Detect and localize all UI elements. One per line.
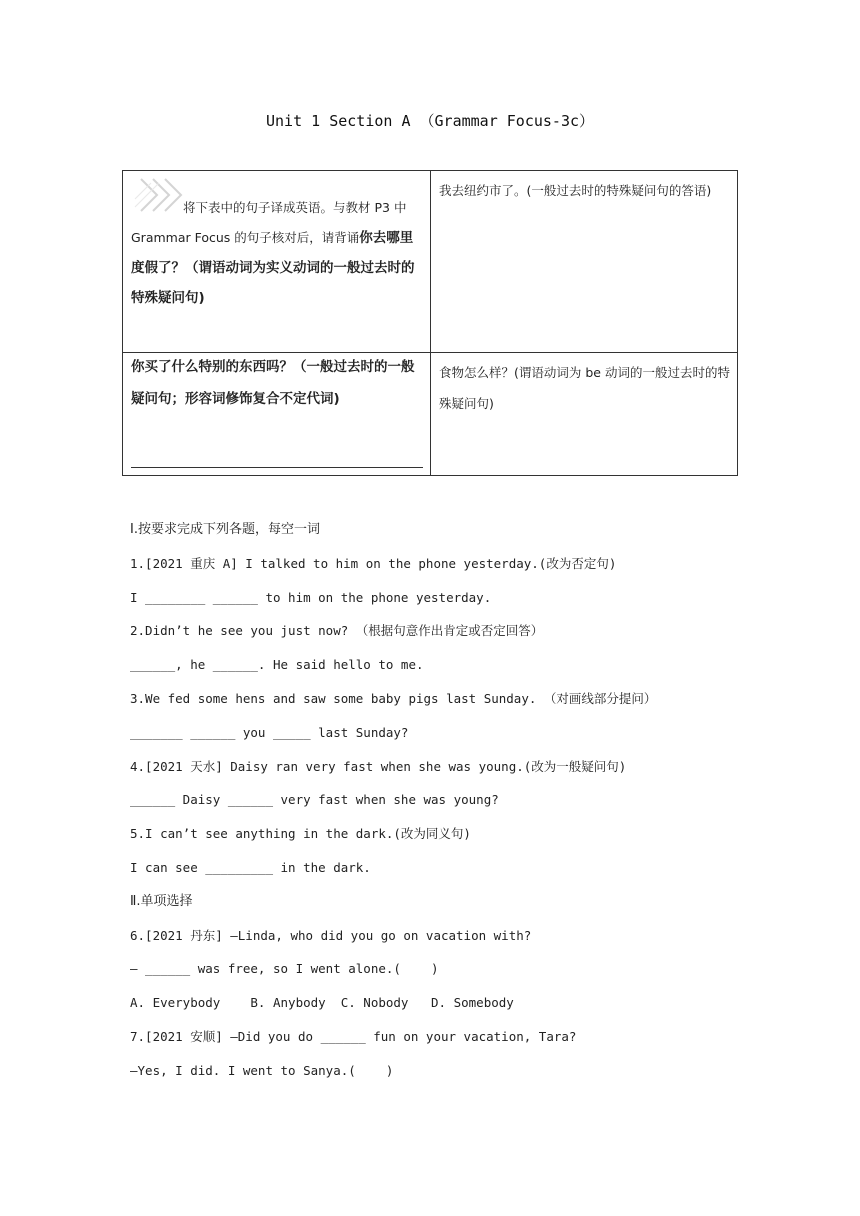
table-cell-q1 bbox=[131, 175, 424, 351]
exercise-line: 2.Didn’t he see you just now? （根据句意作出肯定或否定回答） bbox=[130, 623, 544, 639]
exercise-line: — ______ was free, so I went alone.( ) bbox=[130, 961, 439, 977]
exercise-line: _______ ______ you _____ last Sunday? bbox=[130, 724, 409, 740]
table-cell-q3 bbox=[131, 357, 424, 473]
table-divider-vertical bbox=[430, 171, 431, 475]
exercise-line: ______ Daisy ______ very fast when she was young? bbox=[130, 792, 499, 808]
question-2: 我去纽约市了。(一般过去时的特殊疑问句的答语) bbox=[439, 183, 712, 198]
translation-table bbox=[122, 170, 738, 476]
question-1: 你去哪里度假了？（谓语动词为实义动词的一般过去时的特殊疑问句) bbox=[131, 230, 415, 306]
table-cell-q4 bbox=[439, 357, 733, 473]
answer-line bbox=[131, 467, 423, 468]
exercise-line: 5.I can’t see anything in the dark.(改为同义句) bbox=[130, 826, 471, 842]
section-heading-2: Ⅱ.单项选择 bbox=[130, 893, 193, 909]
exercise-line: I can see _________ in the dark. bbox=[130, 859, 371, 875]
page-title: Unit 1 Section A （Grammar Focus-3c） bbox=[265, 112, 594, 130]
exercise-line: 6.[2021 丹东] —Linda, who did you go on vacation with? bbox=[130, 927, 532, 943]
question-3: 你买了什么特别的东西吗？（一般过去时的一般疑问句；形容词修饰复合不定代词) bbox=[131, 359, 415, 407]
exercise-line: —Yes, I did. I went to Sanya.( ) bbox=[130, 1062, 394, 1078]
table-cell-q2 bbox=[439, 175, 733, 351]
exercise-line: ______, he ______. He said hello to me. bbox=[130, 657, 424, 673]
instruction-text: 将下表中的句子译成英语。与教材 P3 中 Grammar Focus 的句子核对后，请背诵 bbox=[131, 200, 407, 245]
exercise-options: A. Everybody B. Anybody C. Nobody D. Somebody bbox=[130, 995, 514, 1011]
exercise-line: 1.[2021 重庆 A] I talked to him on the phone yesterday.(改为否定句) bbox=[130, 555, 617, 571]
section-heading-1: Ⅰ.按要求完成下列各题，每空一词 bbox=[130, 522, 320, 537]
exercise-line: 3.We fed some hens and saw some baby pigs last Sunday. （对画线部分提问） bbox=[130, 690, 657, 706]
exercise-line: I ________ ______ to him on the phone yesterday. bbox=[130, 589, 492, 605]
question-4: 食物怎么样？(谓语动词为 be 动词的一般过去时的特殊疑问句) bbox=[439, 365, 730, 411]
exercise-line: 4.[2021 天水] Daisy ran very fast when she was young.(改为一般疑问句) bbox=[130, 758, 627, 774]
exercise-line: 7.[2021 安顺] —Did you do ______ fun on your vacation, Tara? bbox=[130, 1028, 577, 1044]
exercise-list bbox=[130, 520, 750, 1095]
translation-instruction bbox=[131, 193, 424, 313]
